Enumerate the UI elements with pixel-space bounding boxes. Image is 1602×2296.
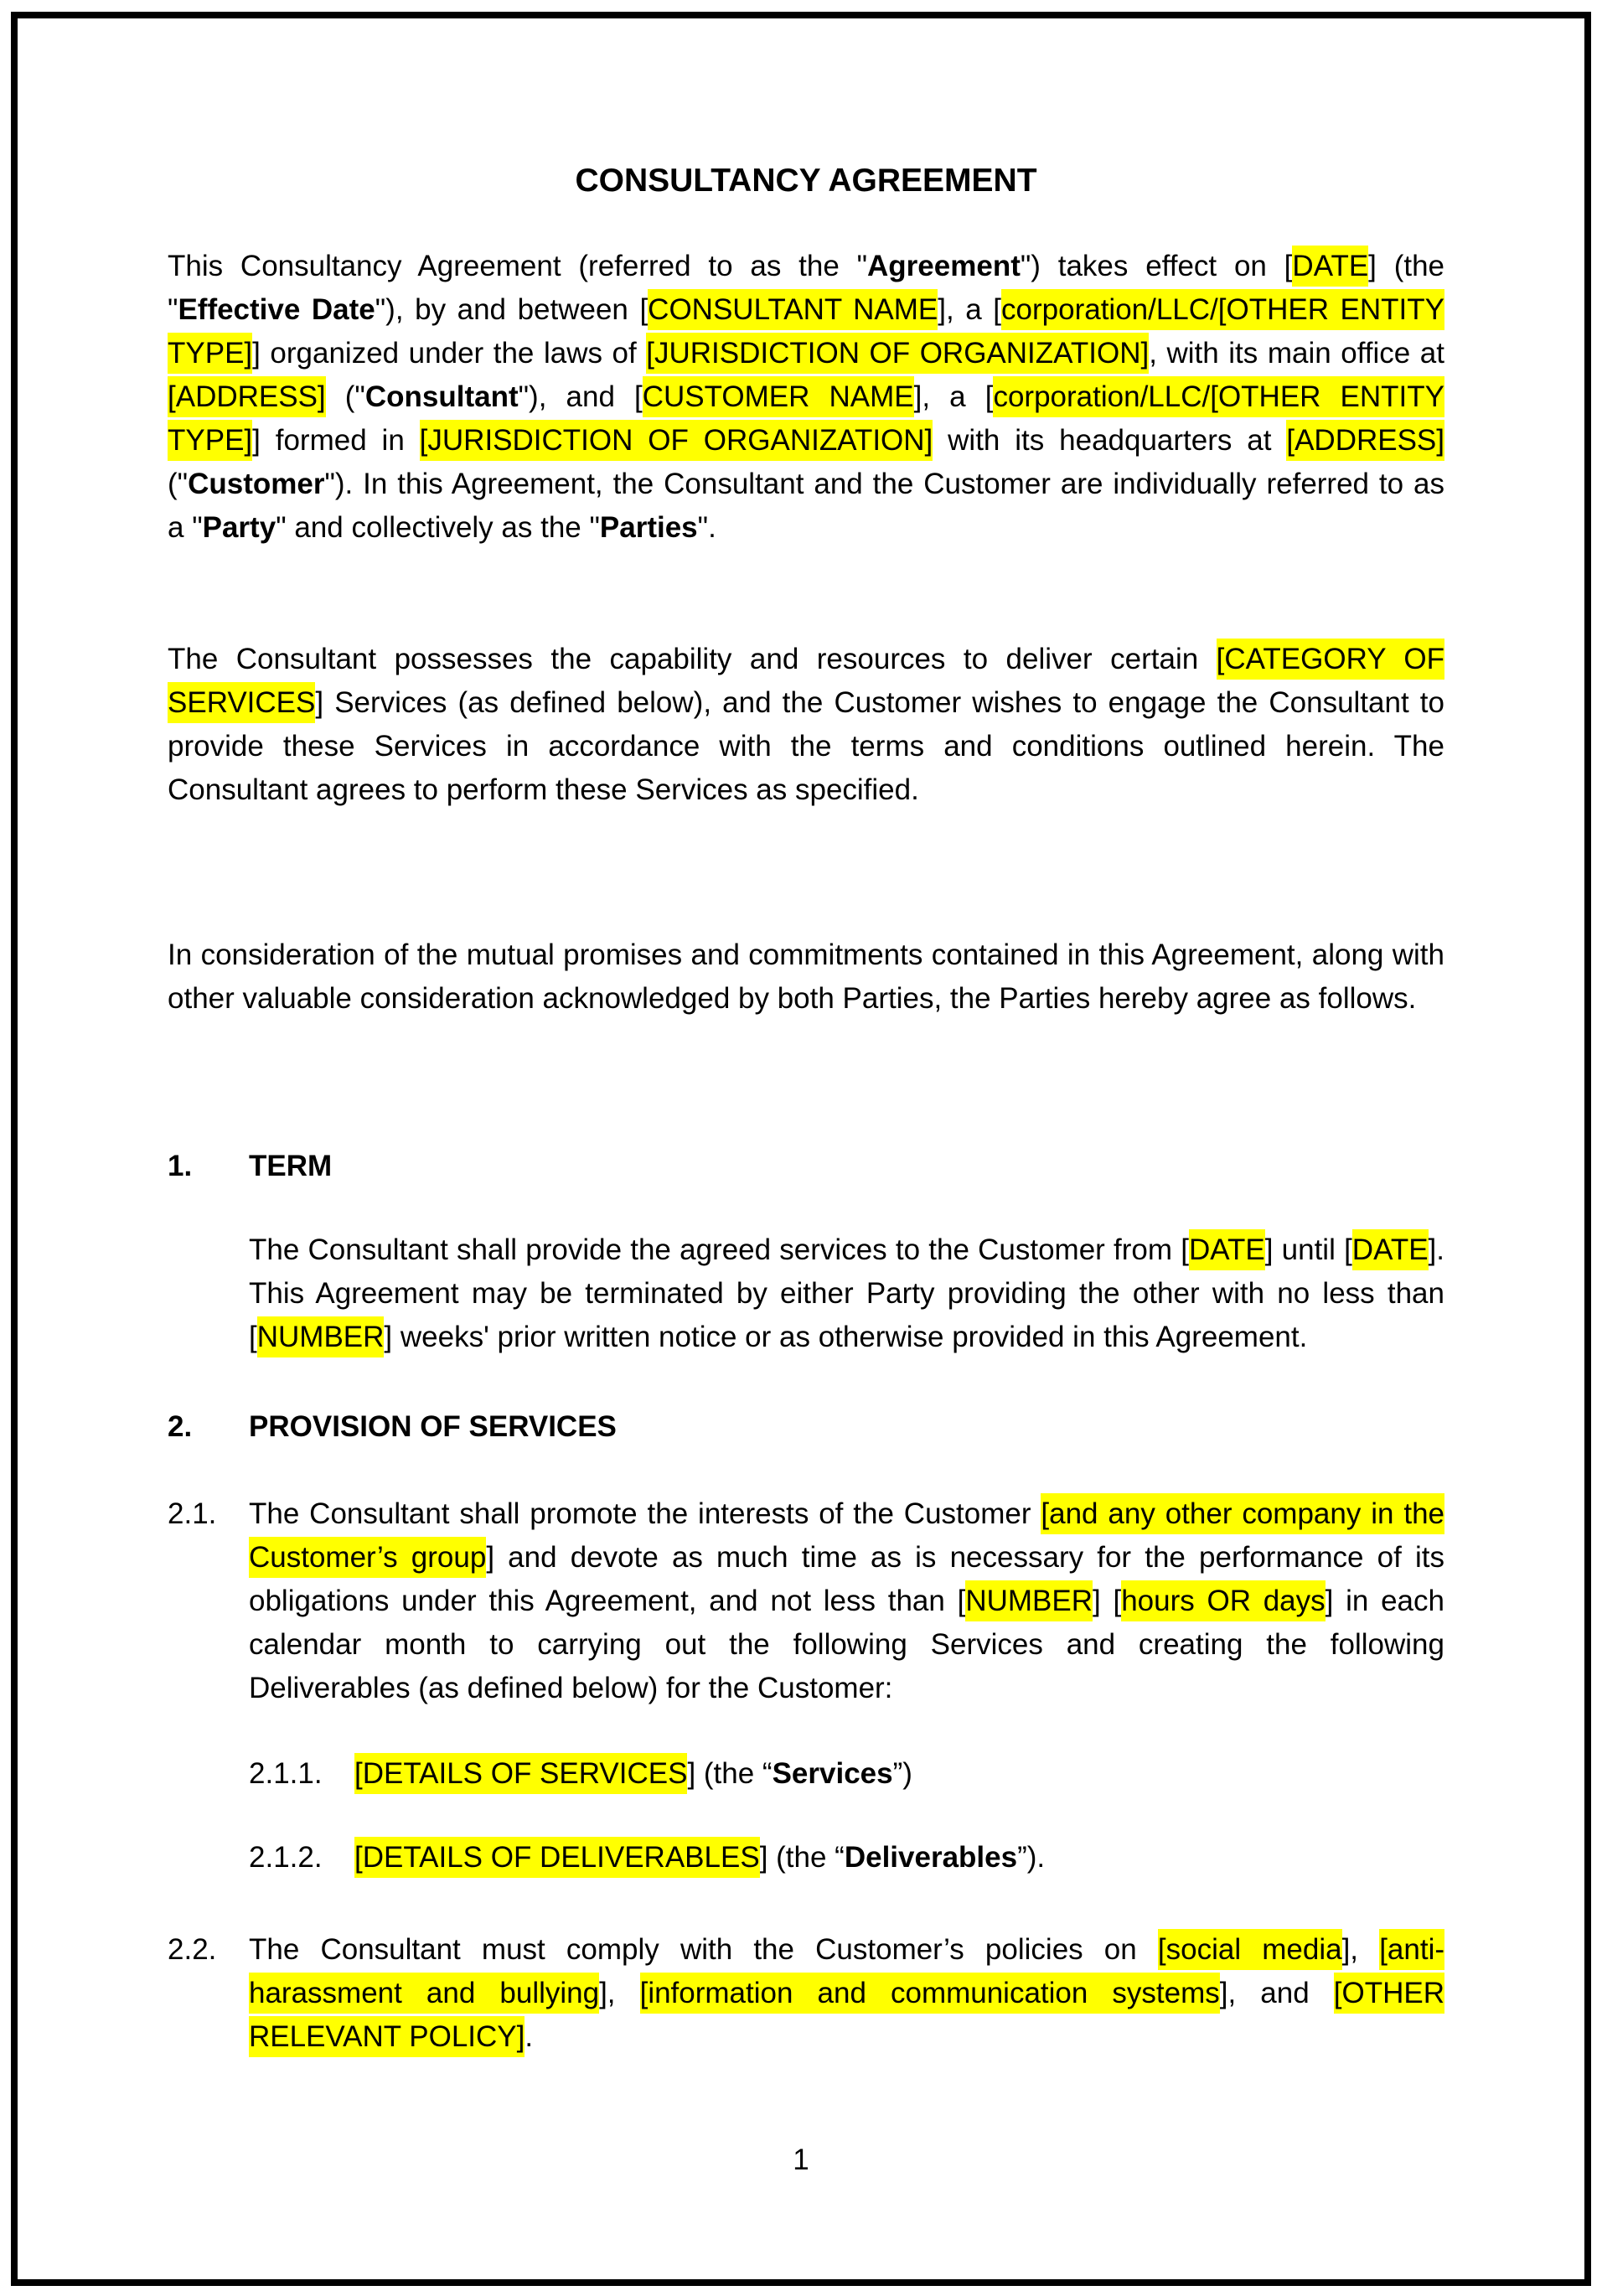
highlighted-placeholder: CUSTOMER NAME — [643, 376, 914, 417]
text-segment: ] (the “ — [759, 1841, 845, 1874]
text-segment: Services — [772, 1757, 893, 1790]
highlighted-placeholder: [ADDRESS] — [168, 376, 326, 417]
text-segment: ], — [1341, 1933, 1380, 1966]
highlighted-placeholder: corporation/LLC/[OTHER ENTITY TYPE] — [168, 376, 1444, 461]
highlighted-placeholder: DATE — [1292, 246, 1368, 287]
text-segment: (" — [325, 380, 365, 413]
section-1-body — [249, 1228, 1444, 1359]
text-segment: Consultant — [364, 380, 519, 413]
text-segment: ”). — [1017, 1841, 1046, 1874]
intro-paragraph — [168, 245, 1444, 550]
section-2-heading — [168, 1405, 1444, 1449]
text-segment: ], and — [1219, 1977, 1334, 2009]
text-segment: ]. This Agreement may be terminated by either Party providing the other with no less than [ — [249, 1233, 1444, 1353]
text-segment: ] (the " — [168, 250, 1445, 326]
text-segment: ], a [ — [938, 293, 1002, 326]
text-segment: ] formed in — [252, 424, 420, 457]
clause-2-2 — [168, 1928, 1444, 2059]
highlighted-placeholder: NUMBER — [257, 1316, 385, 1357]
highlighted-placeholder: [social media — [1158, 1929, 1342, 1970]
section-2-number: 2. — [168, 1410, 193, 1443]
text-segment: Effective Date — [178, 293, 375, 326]
highlighted-placeholder: [information and communication systems — [640, 1973, 1220, 2014]
highlighted-placeholder: [JURISDICTION OF ORGANIZATION] — [646, 333, 1149, 374]
section-1-title: TERM — [249, 1150, 333, 1182]
text-segment: (" — [168, 468, 189, 500]
recital-services-paragraph — [168, 638, 1444, 812]
section-1-heading — [168, 1145, 1444, 1188]
text-segment: Agreement — [867, 250, 1021, 282]
text-segment: , with its main office at — [1149, 337, 1444, 370]
text-segment: ] weeks' prior written notice or as otherwise provided in this Agreement. — [384, 1321, 1308, 1353]
text-segment: with its headquarters at — [933, 424, 1287, 457]
clause-2-2-number: 2.2. — [168, 1933, 217, 1966]
document-content — [168, 0, 1444, 2059]
text-segment: The Consultant shall promote the interests of the Customer — [249, 1497, 1041, 1530]
highlighted-placeholder: DATE — [1189, 1229, 1265, 1270]
text-segment: ] until [ — [1264, 1233, 1352, 1266]
text-segment: "), by and between [ — [375, 293, 649, 326]
section-1-number: 1. — [168, 1150, 193, 1182]
text-segment: This Consultancy Agreement (referred to as the " — [168, 250, 868, 282]
highlighted-placeholder: [DETAILS OF DELIVERABLES — [354, 1837, 760, 1878]
text-segment: Customer — [188, 468, 325, 500]
text-segment: ] Services (as defined below), and the Customer wishes to engage the Consultant to provide these Services in accordance with the terms and conditions outlined herein. The Consultant agrees to perform these Services as specified. — [168, 686, 1444, 806]
text-segment: ”) — [892, 1757, 912, 1790]
text-segment: ] (the “ — [687, 1757, 773, 1790]
clause-2-1 — [168, 1492, 1444, 1710]
clause-2-1-2 — [168, 1836, 1444, 1880]
recital-consideration-paragraph — [168, 933, 1444, 1021]
text-segment: " and collectively as the " — [276, 511, 600, 544]
page-number: 1 — [793, 2143, 809, 2176]
highlighted-placeholder: [JURISDICTION OF ORGANIZATION] — [420, 420, 933, 461]
highlighted-placeholder: [and any other company in the Customer’s group — [249, 1493, 1444, 1578]
text-segment: Deliverables — [844, 1841, 1018, 1874]
text-segment: ] in each calendar month to carrying out the following Services and creating the following Deliverables (as defined below) for the Customer: — [249, 1585, 1444, 1704]
text-segment: ], — [599, 1977, 640, 2009]
highlighted-placeholder: NUMBER — [965, 1580, 1093, 1621]
text-segment: . — [525, 2020, 534, 2053]
highlighted-placeholder: hours OR days — [1121, 1580, 1325, 1621]
highlighted-placeholder: [anti-harassment and bullying — [249, 1929, 1444, 2014]
text-segment: Parties — [599, 511, 698, 544]
clause-2-1-1 — [168, 1752, 1444, 1796]
highlighted-placeholder: CONSULTANT NAME — [648, 289, 938, 330]
highlighted-placeholder: [CATEGORY OF SERVICES — [168, 639, 1444, 723]
highlighted-placeholder: DATE — [1352, 1229, 1429, 1270]
section-2-title: PROVISION OF SERVICES — [249, 1410, 617, 1443]
text-segment: ], a [ — [913, 380, 994, 413]
text-segment: ] [ — [1093, 1585, 1122, 1617]
clause-2-1-2-number: 2.1.2. — [249, 1841, 323, 1874]
text-segment: "), and [ — [518, 380, 643, 413]
highlighted-placeholder: [ADDRESS] — [1286, 420, 1444, 461]
text-segment: In consideration of the mutual promises and commitments contained in this Agreement, along with other valuable consideration acknowledged by both Parties, the Parties hereby agree as follows. — [168, 939, 1444, 1015]
text-segment: ") takes effect on [ — [1020, 250, 1293, 282]
text-segment: Party — [202, 511, 276, 544]
highlighted-placeholder: corporation/LLC/[OTHER ENTITY TYPE] — [168, 289, 1444, 374]
document-title: CONSULTANCY AGREEMENT — [575, 163, 1037, 199]
highlighted-placeholder: [DETAILS OF SERVICES — [354, 1753, 687, 1794]
clause-2-1-1-number: 2.1.1. — [249, 1757, 323, 1790]
text-segment: The Consultant must comply with the Customer’s policies on — [249, 1933, 1158, 1966]
text-segment: The Consultant shall provide the agreed services to the Customer from [ — [249, 1233, 1189, 1266]
text-segment: "). In this Agreement, the Consultant and the Customer are individually referred to as a " — [168, 468, 1444, 544]
clause-2-1-number: 2.1. — [168, 1497, 217, 1530]
text-segment: ] organized under the laws of — [252, 337, 647, 370]
text-segment: ] and devote as much time as is necessary for the performance of its obligations under this Agreement, and not less than [ — [249, 1541, 1444, 1617]
text-segment: ". — [697, 511, 716, 544]
highlighted-placeholder: [OTHER RELEVANT POLICY] — [249, 1973, 1444, 2057]
text-segment: The Consultant possesses the capability and resources to deliver certain — [168, 643, 1217, 675]
